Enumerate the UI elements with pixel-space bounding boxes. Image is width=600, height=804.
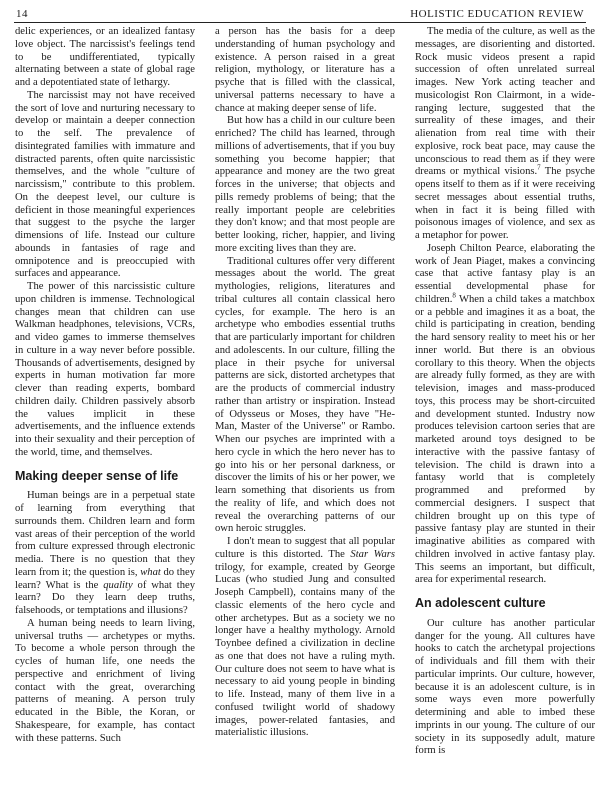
text-run: I don't mean to suggest that all popular culture is this distorted. The: [215, 536, 395, 560]
paragraph: The narcissist may not have received the sort of love and nurturing necessary to develop or maintain a deeper connection to the self. The prevalence of disintegrated families with immature and distracted parents, often quite narcissistic themselves, and the whole "culture of narcissism," contribute to this problem. On the deepest level, our culture is deficient in those meaningful experiences that suggest to the psyche the larger dimensions of life. Instead our culture abounds in fantasies of rage and omnipotence and is preoccupied with surfaces and appearance.: [15, 89, 195, 280]
paragraph: a person has the basis for a deep understanding of human psychology and existence. A person raised in a great religion, mythology, or literature has a psyche that is filled with the classical, universal patterns necessary to have a chance at making deeper sense of life.: [215, 26, 395, 114]
emphasis: quality: [103, 579, 133, 591]
paragraph: [15, 490, 195, 618]
paragraph: Our culture has another particular danger for the young. All cultures have hooks to catch the archetypal projections of individuals and fill them with their particular imprints. Our culture, however, because it is an adolescent culture, is in some ways even more powerfully determining and able to imbed these imprints in our young. The culture of our society in its supposedly adult, mature form is: [415, 617, 595, 757]
footnote-ref: 8: [452, 291, 456, 300]
section-heading-adolescent-culture: An adolescent culture: [415, 596, 546, 610]
column-3: [415, 26, 595, 798]
paragraph: [215, 536, 395, 740]
emphasis: what: [140, 566, 161, 578]
text-run: The psyche opens itself to them as if it were receiving secret messages about essential truths, when in fact it is being filled with poisonous images of violence, and sex as a metaphor for power.: [415, 166, 595, 241]
paragraph: delic experiences, or an idealized fantasy love object. The narcissist's feelings tend to be undifferentiated, typically alternating between a state of global rage and a depotentiated state of lethargy.: [15, 26, 195, 88]
paragraph: A human being needs to learn living, universal truths — archetypes or myths. To become a whole person through the cycles of human life, one needs the perspective and enrichment of living contact with the great, overarching patterns of meaning. A person truly educated in the Bible, the Koran, or Shakespeare, for example, has contact with these patterns. Such: [15, 617, 195, 744]
paragraph: The power of this narcissistic culture upon children is immense. Technological changes mean that children can use Walkman headphones, televisions, VCRs, and video games to immerse themselves in culture in a way never before possible. Thousands of advertisements, designed by experts in human motivation far more clever than reading experts, bombard children daily. Children passively absorb the values implicit in these advertisements, and the influence extends into their sexuality and their perception of the world, time, and themselves.: [15, 281, 195, 458]
journal-title: HOLISTIC EDUCATION REVIEW: [410, 8, 584, 20]
text-run: trilogy, for example, created by George Lucas (who studied Jung and consulted Joseph Campbell), contains many of the classic elements of the hero cycle and other archetypes. But as a society we no longer have a healthy mythology. Arnold Toynbee defined a civilization in decline as one that does not have a ruling myth. Our culture does not seem to have what is necessary to aid young people in binding to life. Instead, many of them live in a confused twilight world of shadowy images, power-related fantasies, and materialistic illusions.: [215, 561, 395, 739]
text-run: When a child takes a matchbox or a pebble and imagines it as a boat, the child is participating in creation, bending the hard sensory reality to meet his or her inner world. But there is an obvious corollary to this theory. When the objects are already fully formed, as they are with television, images and mass-produced toys, this process may be short-circuited and development stunted. Industry now produces television cartoon series that are marketed around toys designed to be interactive with the passive fantasy of television. The child is drawn into a fantasy world that is completely programmed and preformed by commercial designers. I suspect that children brought up on this type of passive fantasy play are stunted in their imaginative abilities as compared with children involved in active fantasy play. This seems an important, but difficult, area for experimental research.: [415, 293, 595, 586]
column-1: [15, 26, 195, 798]
paragraph: Traditional cultures offer very different messages about the world. The great mythologies, religions, literatures and tribal cultures all contain classical hero cycles, for example. The hero is an archetype who embodies essential truths that are particularly important for children and adolescents. In our culture, filling the place in their psyche for universal patterns are sick, distorted archetypes that are the products of commercial industry rather than artistry or inspiration. Instead of Odysseus or Moses, they have "He-Man, Master of the Universe" or Rambo. When our psyches are imprinted with a hero cycle in which the hero never has to go into his or her personal darkness, or discover the limits of his or her power, we learn something that disorients us from the reality of life, and which does not reveal the overarching patterns of our own heroic struggles.: [215, 255, 395, 535]
running-header: [14, 6, 586, 23]
section-heading-making-deeper-sense: Making deeper sense of life: [15, 468, 179, 483]
paragraph: But how has a child in our culture been enriched? The child has learned, through millions of advertisements, that if you buy something you become happier; that appearance and money are the two great forces in the universe; that objects and pills remedy problems of being; that the really important people are celebrities they don't know; and that most people are better looking, richer, happier, and living more exciting lives than they are.: [215, 115, 395, 254]
text-run: Joseph Chilton Pearce, elaborating the work of Jean Piaget, makes a convincing case that active fantasy play is an essential developmental phase for children.: [415, 242, 595, 305]
text-run: of what they learn? Do they learn deep truths, falsehoods, or temptations and illusions?: [15, 579, 195, 616]
paragraph: [415, 243, 595, 587]
paragraph: [415, 26, 595, 243]
column-2: [215, 26, 395, 798]
text-run: Human beings are in a perpetual state of learning from everything that surrounds them. Children learn and form vast areas of their perception of the world from culture expressed through electronic media. There is no question that they learn from it; the question is,: [15, 490, 195, 578]
emphasis: Star Wars: [350, 548, 395, 560]
footnote-ref: 7: [537, 163, 541, 172]
text-run: The media of the culture, as well as the messages, are disorienting and distorted. Rock music videos present a rapid succession of often unrelated surreal images. New York acting teacher and musicologist Ron Clairmont, in a wide-ranging lecture, suggested that the surreality of these images, and their alienation from real time with their explosive, rock beat pace, may cause the unconscious to read them as if they were dreams or mythical visions.: [415, 26, 595, 178]
text-run: do they learn? What is the: [15, 566, 195, 591]
page-number: 14: [16, 8, 28, 20]
